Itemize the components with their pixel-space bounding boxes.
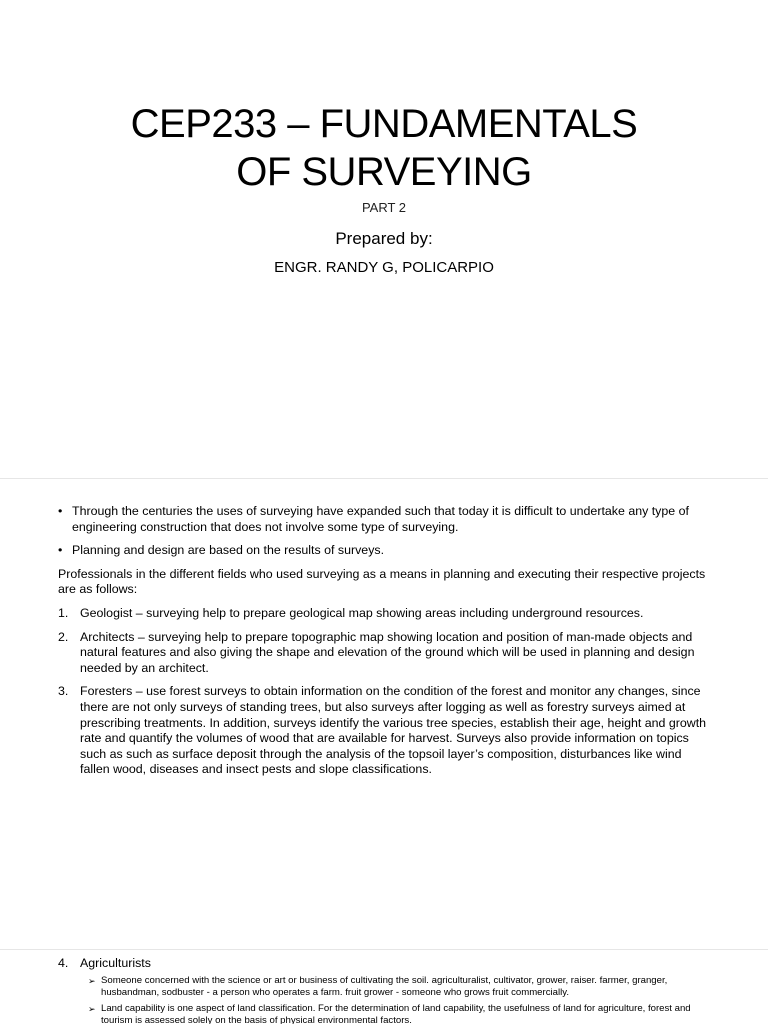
content-slide: [0, 479, 768, 950]
item-number: 1.: [58, 605, 69, 620]
intro-paragraph: Professionals in the different fields who used surveying as a means in planning and executing their respective projects are as follows:: [58, 566, 706, 597]
bullet-item: [58, 543, 714, 559]
author-name: ENGR. RANDY G, POLICARPIO: [274, 259, 494, 276]
numbered-item: [58, 684, 714, 778]
slide-body: [58, 956, 714, 1024]
item-number: 3.: [58, 684, 69, 699]
arrow-bullet-icon: ➢: [88, 1003, 96, 1014]
item-text: Foresters – use forest surveys to obtain information on the condition of the forest and monitor any changes, since there are not only surveys of standing trees, but also surveys after logging as well as forestry surveys aimed at prescribing treatments. In addition, surveys identify the various tree species, establish their age, height and growth rate and quantify the volumes of wood that are available for harvest. Surveys also provide information on topics such as such as surface deposit through the analysis of the topsoil layer’s composition, disturbances like wind fallen wood, diseases and insect pests and slope classifications.: [80, 684, 707, 777]
numbered-item: [58, 630, 714, 677]
slide-body: [58, 504, 714, 786]
item-heading: Agriculturists: [80, 956, 151, 970]
item-number: 2.: [58, 629, 69, 644]
part-label: PART 2: [361, 200, 407, 215]
item-number: 4.: [58, 956, 69, 970]
item-text: Geologist – surveying help to prepare geological map showing areas including underground resources.: [80, 605, 644, 620]
title-line-1: CEP233 – FUNDAMENTALS: [130, 102, 638, 146]
sub-item: [88, 1003, 714, 1024]
title-slide: [0, 0, 768, 479]
arrow-bullet-icon: ➢: [88, 975, 96, 986]
bullet-text: Through the centuries the uses of surveying have expanded such that today it is difficult to undertake any type of engineering construction that does not involve some type of surveying.: [72, 504, 689, 534]
sub-item-text: Someone concerned with the science or art or business of cultivating the soil. agriculturalist, cultivator, grower, raiser. farmer, granger, husbandman, sodbuster - a person who operates a farm. fruit grower - someone who grows fruit commercially.: [101, 974, 668, 998]
prepared-by-label: Prepared by:: [335, 229, 433, 248]
slide-title: [0, 100, 768, 196]
sub-item-text: Land capability is one aspect of land classification. For the determination of land capability, the usefulness of land for agriculture, forest and tourism is assessed solely on the basis of physical environmental factors.: [101, 1002, 691, 1024]
item-text: Architects – surveying help to prepare topographic map showing location and position of man-made objects and natural features and also giving the shape and elevation of the ground which will be used in planning and design needed by an architect.: [80, 629, 695, 675]
sub-item: [88, 975, 714, 999]
bullet-dot-icon: •: [58, 543, 63, 558]
bullet-text: Planning and design are based on the results of surveys.: [72, 543, 385, 558]
title-line-2: OF SURVEYING: [236, 150, 532, 194]
numbered-item: [58, 606, 714, 622]
sub-list: [88, 975, 714, 1024]
numbered-item: [58, 956, 714, 972]
bullet-dot-icon: •: [58, 504, 63, 518]
bullet-item: [58, 504, 714, 535]
content-slide-partial: [0, 950, 768, 1024]
